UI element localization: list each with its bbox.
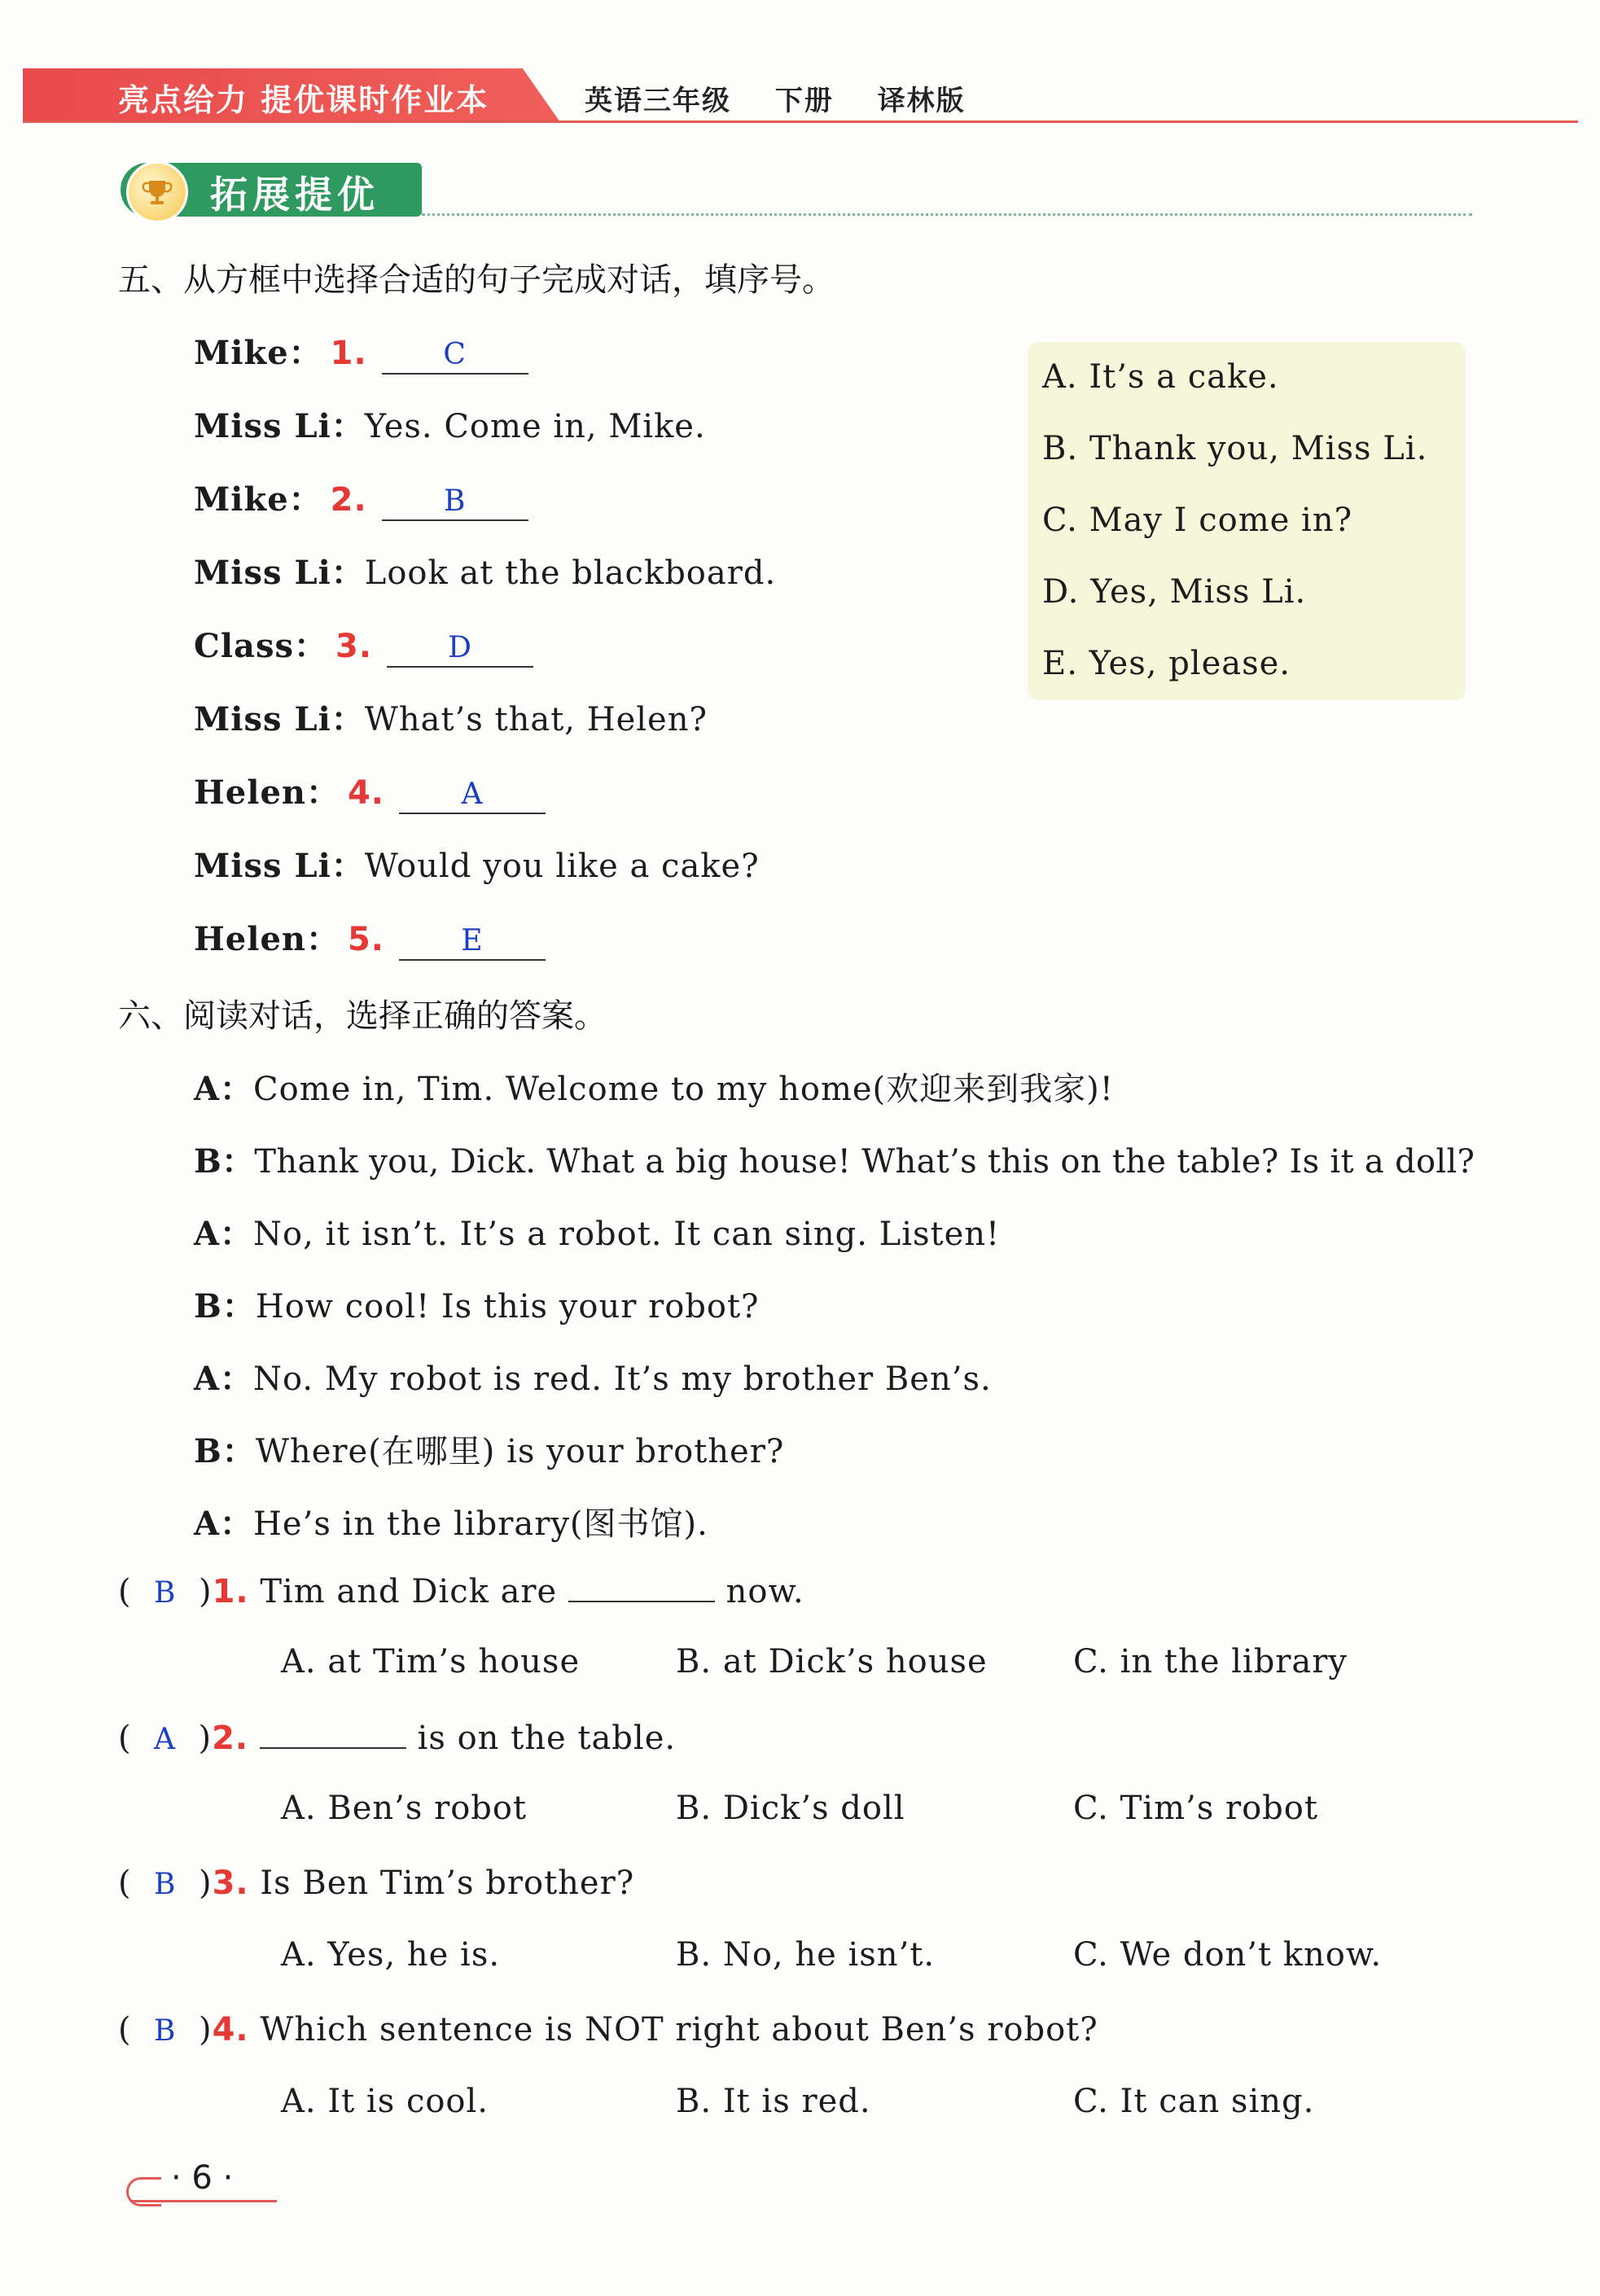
dialogue-line (194, 1426, 784, 1472)
dialogue-text: He’s in the library(图书馆). (253, 1505, 708, 1543)
answer-blank[interactable]: E (399, 923, 546, 961)
choice-b[interactable]: B. Dick’s doll (676, 1790, 905, 1827)
speaker-label: A： (194, 1360, 254, 1398)
choice-c[interactable]: C. It can sing. (1073, 2083, 1315, 2120)
choice-a[interactable]: A. at Tim’s house (281, 1643, 581, 1680)
dialogue-line (194, 1063, 1114, 1110)
speaker-label: Miss Li： (194, 847, 365, 885)
choice-c[interactable]: C. in the library (1073, 1643, 1348, 1680)
speaker-label: Class： (194, 627, 327, 665)
choice-c[interactable]: C. Tim’s robot (1073, 1790, 1318, 1827)
dialogue-line (194, 840, 760, 887)
dialogue-line (194, 327, 528, 375)
dialogue-line (194, 694, 708, 740)
option-item: B. Thank you, Miss Li. (1042, 430, 1428, 467)
dialogue-line (194, 401, 706, 447)
banner-dotted-rule (422, 213, 1472, 216)
question-stem: Tim and Dick are (260, 1573, 558, 1610)
question-blank (260, 1718, 406, 1749)
question-number: 3. (212, 1864, 249, 1902)
dialogue-line (194, 914, 546, 961)
speaker-label: Miss Li： (194, 554, 365, 592)
dialogue-line (194, 547, 776, 594)
choice-a[interactable]: A. It is cool. (281, 2083, 489, 2120)
speaker-label: Mike： (194, 480, 322, 519)
question-1: ( B )1. Tim and Dick are now. (118, 1573, 804, 1610)
footer-underline (130, 2200, 277, 2202)
speaker-label: B： (194, 1142, 255, 1181)
choice-c[interactable]: C. We don’t know. (1073, 1936, 1383, 1974)
dialogue-line (194, 1136, 1475, 1182)
answer-mark[interactable]: B (154, 2014, 177, 2048)
section5-heading: 五、从方框中选择合适的句子完成对话，填序号。 (118, 261, 835, 299)
question-3: ( B )3. Is Ben Tim’s brother? (118, 1864, 635, 1902)
choice-b[interactable]: B. It is red. (676, 2083, 871, 2120)
option-item: E. Yes, please. (1042, 645, 1291, 682)
question-number: 5. (347, 921, 384, 958)
speaker-label: A： (194, 1505, 254, 1543)
choice-a[interactable]: A. Yes, he is. (281, 1936, 501, 1974)
answer-blank[interactable]: A (399, 777, 546, 814)
header-divider (23, 120, 1578, 123)
dialogue-line (194, 767, 546, 814)
answer-mark[interactable]: B (154, 1868, 177, 1901)
answer-blank[interactable]: D (387, 630, 533, 668)
choice-b[interactable]: B. No, he isn’t. (676, 1936, 936, 1974)
header-volume: 下册 (774, 85, 834, 117)
header-meta (585, 78, 998, 118)
choice-b[interactable]: B. at Dick’s house (676, 1643, 988, 1680)
dialogue-text: No, it isn’t. It’s a robot. It can sing. Listen! (253, 1216, 1001, 1253)
question-number: 4. (212, 2011, 249, 2048)
dialogue-text: What’s that, Helen? (364, 701, 708, 738)
header-edition: 译林版 (877, 85, 966, 117)
question-number: 1. (212, 1573, 249, 1610)
header-brand: 亮点给力 提优课时作业本 (118, 82, 489, 118)
dialogue-text: Where(在哪里) is your brother? (255, 1433, 785, 1470)
option-item: C. May I come in? (1042, 502, 1353, 539)
dialogue-line (194, 1498, 708, 1545)
answer-mark[interactable]: A (154, 1723, 177, 1756)
dialogue-line (194, 1353, 992, 1400)
dialogue-text: How cool! Is this your robot? (255, 1288, 760, 1325)
speaker-label: A： (194, 1070, 254, 1108)
section6-heading: 六、阅读对话，选择正确的答案。 (118, 997, 607, 1035)
question-number: 3. (335, 628, 373, 665)
question-stem: Is Ben Tim’s brother? (260, 1864, 635, 1902)
option-item: D. Yes, Miss Li. (1042, 573, 1307, 611)
question-number: 2. (212, 1720, 249, 1757)
question-number: 1. (330, 335, 367, 372)
speaker-label: Mike： (194, 334, 322, 372)
question-blank (568, 1571, 715, 1602)
question-number: 2. (330, 481, 367, 519)
speaker-label: A： (194, 1215, 254, 1253)
speaker-label: Helen： (194, 773, 340, 812)
question-stem: Which sentence is NOT right about Ben’s robot? (260, 2011, 1098, 2048)
answer-mark[interactable]: B (154, 1576, 177, 1610)
speaker-label: Helen： (194, 920, 340, 958)
option-item: A. It’s a cake. (1042, 358, 1279, 396)
header-subject: 英语三年级 (585, 85, 731, 117)
dialogue-text: Thank you, Dick. What a big house! What’s this on the table? Is it a doll? (254, 1143, 1475, 1181)
speaker-label: Miss Li： (194, 700, 365, 738)
dialogue-text: Would you like a cake? (364, 848, 760, 885)
dialogue-text: No. My robot is red. It’s my brother Ben’s. (253, 1361, 992, 1398)
choice-a[interactable]: A. Ben’s robot (281, 1790, 528, 1827)
question-stem-end: now. (725, 1573, 804, 1610)
question-number: 4. (347, 774, 384, 812)
answer-blank[interactable]: B (382, 484, 528, 521)
question-4: ( B )4. Which sentence is NOT right about Ben’s robot? (118, 2011, 1098, 2048)
speaker-label: B： (194, 1287, 256, 1325)
banner-title: 拓展提优 (210, 173, 379, 217)
question-stem-end: is on the table. (417, 1720, 677, 1757)
dialogue-line (194, 620, 533, 668)
dialogue-line (194, 474, 528, 521)
trophy-icon (126, 161, 188, 223)
speaker-label: B： (194, 1432, 256, 1470)
answer-blank[interactable]: C (382, 337, 528, 375)
dialogue-line (194, 1281, 759, 1327)
dialogue-text: Look at the blackboard. (364, 554, 777, 592)
dialogue-line (194, 1208, 1000, 1255)
page-number: · 6 · (171, 2159, 234, 2197)
speaker-label: Miss Li： (194, 407, 365, 445)
dialogue-text: Come in, Tim. Welcome to my home(欢迎来到我家)! (253, 1071, 1114, 1108)
dialogue-text: Yes. Come in, Mike. (364, 408, 706, 445)
question-2: ( A )2. is on the table. (118, 1720, 677, 1757)
